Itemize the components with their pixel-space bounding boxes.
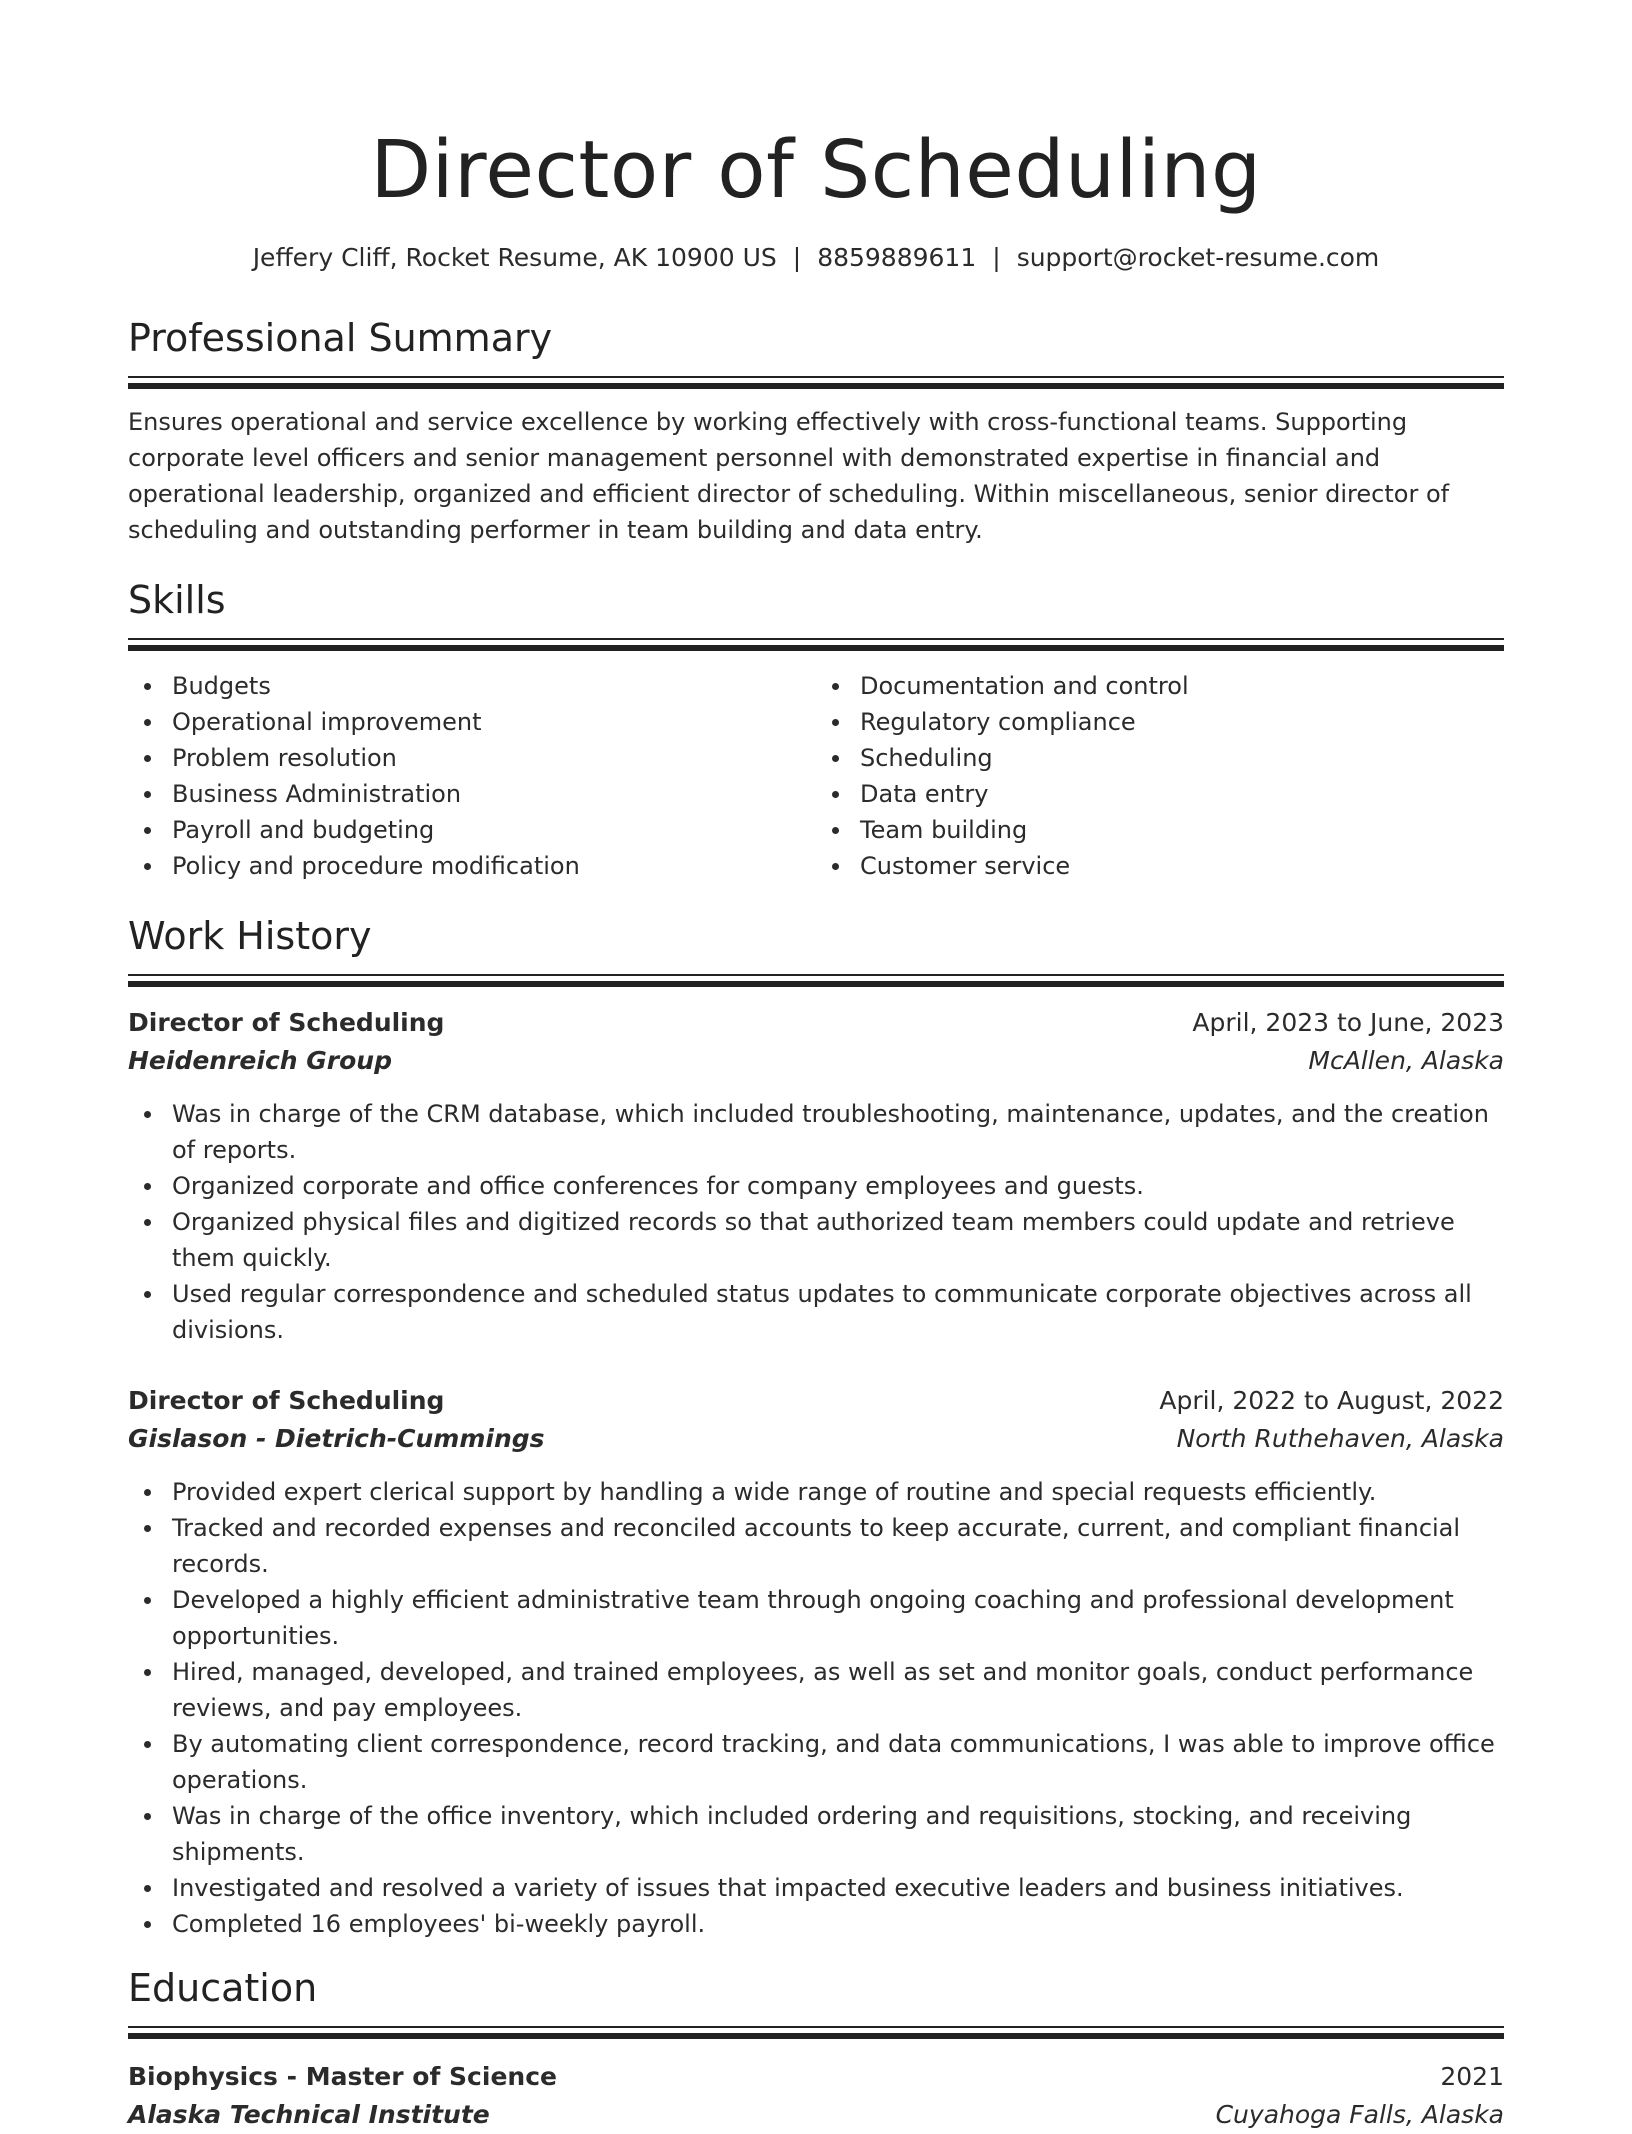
- summary-text: Ensures operational and service excellence by working effectively with cross-functional teams. Supporting corporate level officers and senior management personnel with demonstrated expertise in financial and operational leadership, organized and efficient director of scheduling. Within miscellaneous, senior director of scheduling and outstanding performer in team building and data entry.: [128, 408, 1450, 544]
- job-bullet: Organized physical files and digitized records so that authorized team members could update and retrieve them quickly.: [172, 1204, 1504, 1276]
- education-location: Cuyahoga Falls, Alaska: [1215, 2100, 1504, 2129]
- job-company-row: [128, 1042, 1504, 1080]
- education-school: Alaska Technical Institute: [128, 2100, 490, 2129]
- job-bullets: [128, 1474, 1504, 1942]
- job-bullet: Hired, managed, developed, and trained employees, as well as set and monitor goals, conduct performance reviews, and pay employees.: [172, 1654, 1504, 1726]
- contact-address: Jeffery Cliff, Rocket Resume, AK 10900 US: [252, 243, 777, 272]
- contact-separator: |: [992, 243, 1001, 272]
- section-heading: Work History: [128, 914, 372, 958]
- education-header-row: [128, 2058, 1504, 2096]
- skills-section: [128, 576, 1504, 884]
- skill-item: Operational improvement: [172, 704, 816, 740]
- education-entry: [128, 2058, 1504, 2134]
- contact-email: support@rocket-resume.com: [1016, 243, 1380, 272]
- job-location: McAllen, Alaska: [1308, 1046, 1504, 1075]
- education-school-row: [128, 2096, 1504, 2134]
- job-bullet: Tracked and recorded expenses and reconciled accounts to keep accurate, current, and compliant financial records.: [172, 1510, 1504, 1582]
- job-bullet: Investigated and resolved a variety of issues that impacted executive leaders and business initiatives.: [172, 1870, 1504, 1906]
- skills-columns: [128, 668, 1504, 884]
- education-degree: Biophysics - Master of Science: [128, 2062, 557, 2091]
- skill-item: Documentation and control: [860, 668, 1504, 704]
- job-header-row: [128, 1382, 1504, 1420]
- section-heading: Professional Summary: [128, 316, 553, 360]
- job-bullet: Was in charge of the CRM database, which included troubleshooting, maintenance, updates, and the creation of reports.: [172, 1096, 1504, 1168]
- section-divider: [128, 638, 1504, 652]
- job-bullet: Used regular correspondence and scheduled status updates to communicate corporate objectives across all divisions.: [172, 1276, 1504, 1348]
- job-bullet: Organized corporate and office conferences for company employees and guests.: [172, 1168, 1504, 1204]
- job-dates: April, 2023 to June, 2023: [1192, 1008, 1504, 1037]
- professional-summary-section: [128, 314, 1504, 548]
- contact-separator: |: [792, 243, 802, 272]
- job-location: North Ruthehaven, Alaska: [1176, 1424, 1504, 1453]
- skill-item: Payroll and budgeting: [172, 812, 816, 848]
- job-bullet: Developed a highly efficient administrative team through ongoing coaching and professional development opportunities.: [172, 1582, 1504, 1654]
- skill-item: Budgets: [172, 668, 816, 704]
- section-heading: Education: [128, 1966, 318, 2010]
- skill-item: Team building: [860, 812, 1504, 848]
- section-heading: Skills: [128, 578, 226, 622]
- education-year: 2021: [1440, 2062, 1504, 2091]
- job-company-row: [128, 1420, 1504, 1458]
- section-divider: [128, 974, 1504, 988]
- job-company: Heidenreich Group: [128, 1046, 392, 1075]
- section-divider: [128, 376, 1504, 390]
- skill-item: Regulatory compliance: [860, 704, 1504, 740]
- work-history-section: [128, 912, 1504, 1942]
- contact-phone: 8859889611: [817, 243, 977, 272]
- job-entry: [128, 1382, 1504, 1942]
- skill-item: Data entry: [860, 776, 1504, 812]
- resume-title: Director of Scheduling: [370, 124, 1262, 216]
- education-section: [128, 1964, 1504, 2134]
- job-bullet: Was in charge of the office inventory, which included ordering and requisitions, stocking, and receiving shipments.: [172, 1798, 1504, 1870]
- skill-item: Policy and procedure modification: [172, 848, 816, 884]
- skills-list-left: [128, 668, 816, 884]
- skill-item: Scheduling: [860, 740, 1504, 776]
- job-bullets: [128, 1096, 1504, 1348]
- job-title: Director of Scheduling: [128, 1386, 445, 1415]
- skill-item: Customer service: [860, 848, 1504, 884]
- skills-list-right: [816, 668, 1504, 884]
- job-bullet: Completed 16 employees' bi-weekly payroll.: [172, 1906, 1504, 1942]
- job-header-row: [128, 1004, 1504, 1042]
- skill-item: Business Administration: [172, 776, 816, 812]
- section-divider: [128, 2026, 1504, 2040]
- job-bullet: Provided expert clerical support by handling a wide range of routine and special requests efficiently.: [172, 1474, 1504, 1510]
- contact-line: [128, 242, 1504, 274]
- job-title: Director of Scheduling: [128, 1008, 445, 1037]
- job-entry: [128, 1004, 1504, 1348]
- job-company: Gislason - Dietrich-Cummings: [128, 1424, 545, 1453]
- skill-item: Problem resolution: [172, 740, 816, 776]
- job-dates: April, 2022 to August, 2022: [1159, 1386, 1504, 1415]
- job-bullet: By automating client correspondence, record tracking, and data communications, I was able to improve office operations.: [172, 1726, 1504, 1798]
